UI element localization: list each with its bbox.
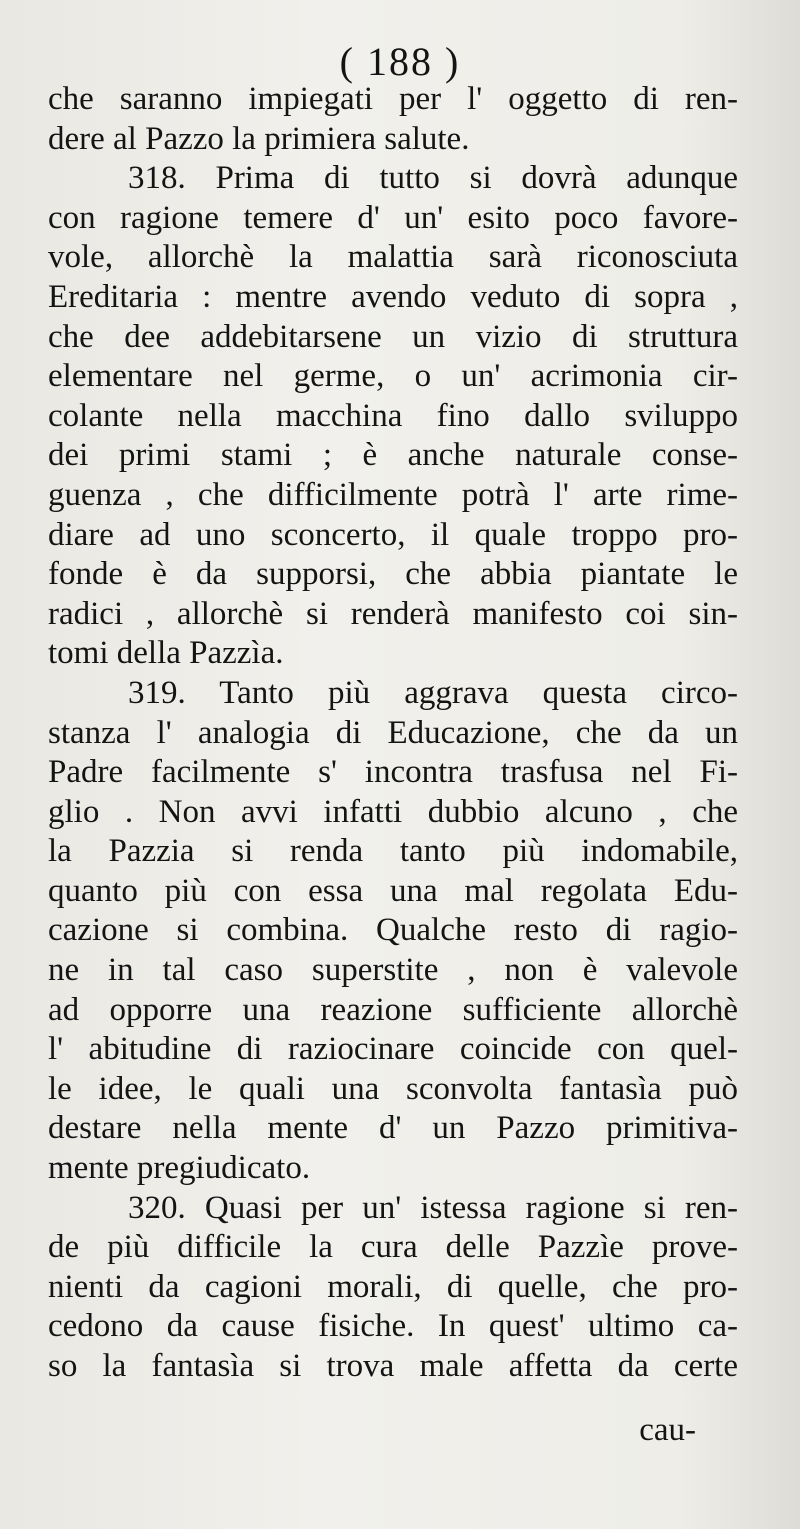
text-line: tomi della Pazzìa.: [48, 635, 284, 672]
text-line: cazione si combina. Qualche resto di ragio-: [48, 912, 738, 949]
text-line: nienti da cagioni morali, di quelle, che pro-: [48, 1268, 738, 1305]
text-line: ne in tal caso superstite , non è valevole: [48, 952, 738, 989]
text-line: diare ad uno sconcerto, il quale troppo pro-: [48, 516, 738, 553]
text-line: la Pazzia si renda tanto più indomabile,: [48, 833, 738, 870]
text-line: fonde è da supporsi, che abbia piantate le: [48, 556, 738, 593]
text-line: vole, allorchè la malattia sarà riconosciuta: [48, 239, 738, 276]
text-line: dei primi stami ; è anche naturale conse-: [48, 437, 738, 474]
text-line: quanto più con essa una mal regolata Edu-: [48, 872, 738, 909]
text-line: dere al Pazzo la primiera salute.: [48, 120, 470, 157]
text-line: con ragione temere d' un' esito poco favore-: [48, 199, 738, 236]
text-line: stanza l' analogia di Educazione, che da un: [48, 714, 738, 751]
text-line: che dee addebitarsene un vizio di struttura: [48, 318, 738, 355]
text-line: Padre facilmente s' incontra trasfusa nel Fi-: [48, 754, 738, 791]
text-line: 318. Prima di tutto si dovrà adunque: [128, 160, 738, 197]
text-line: guenza , che difficilmente potrà l' arte rime-: [48, 476, 738, 513]
text-line: le idee, le quali una sconvolta fantasìa può: [48, 1070, 738, 1107]
text-line: elementare nel germe, o un' acrimonia cir-: [48, 358, 738, 395]
text-line: Ereditaria : mentre avendo veduto di sopra ,: [48, 278, 738, 315]
text-line: 319. Tanto più aggrava questa circo-: [128, 674, 738, 711]
text-line: radici , allorchè si renderà manifesto coi sin-: [48, 595, 738, 632]
text-line: glio . Non avvi infatti dubbio alcuno , che: [48, 793, 738, 830]
catchword: cau-: [639, 1412, 696, 1448]
text-line: mente pregiudicato.: [48, 1150, 311, 1187]
text-line: destare nella mente d' un Pazzo primitiva-: [48, 1110, 738, 1147]
text-line: l' abitudine di raziocinare coincide con quel-: [48, 1031, 738, 1068]
text-line: cedono da cause fisiche. In quest' ultimo ca-: [48, 1308, 738, 1345]
text-line: che saranno impiegati per l' oggetto di ren-: [48, 81, 738, 117]
text-line: colante nella macchina fino dallo sviluppo: [48, 397, 738, 434]
body-text: [48, 80, 738, 1387]
text-line: so la fantasìa si trova male affetta da certe: [48, 1348, 738, 1384]
page-number: ( 188 ): [339, 39, 461, 84]
text-line: 320. Quasi per un' istessa ragione si ren-: [128, 1189, 738, 1226]
text-line: ad opporre una reazione sufficiente allorchè: [48, 991, 738, 1028]
text-line: de più difficile la cura delle Pazzìe prove-: [48, 1229, 738, 1266]
